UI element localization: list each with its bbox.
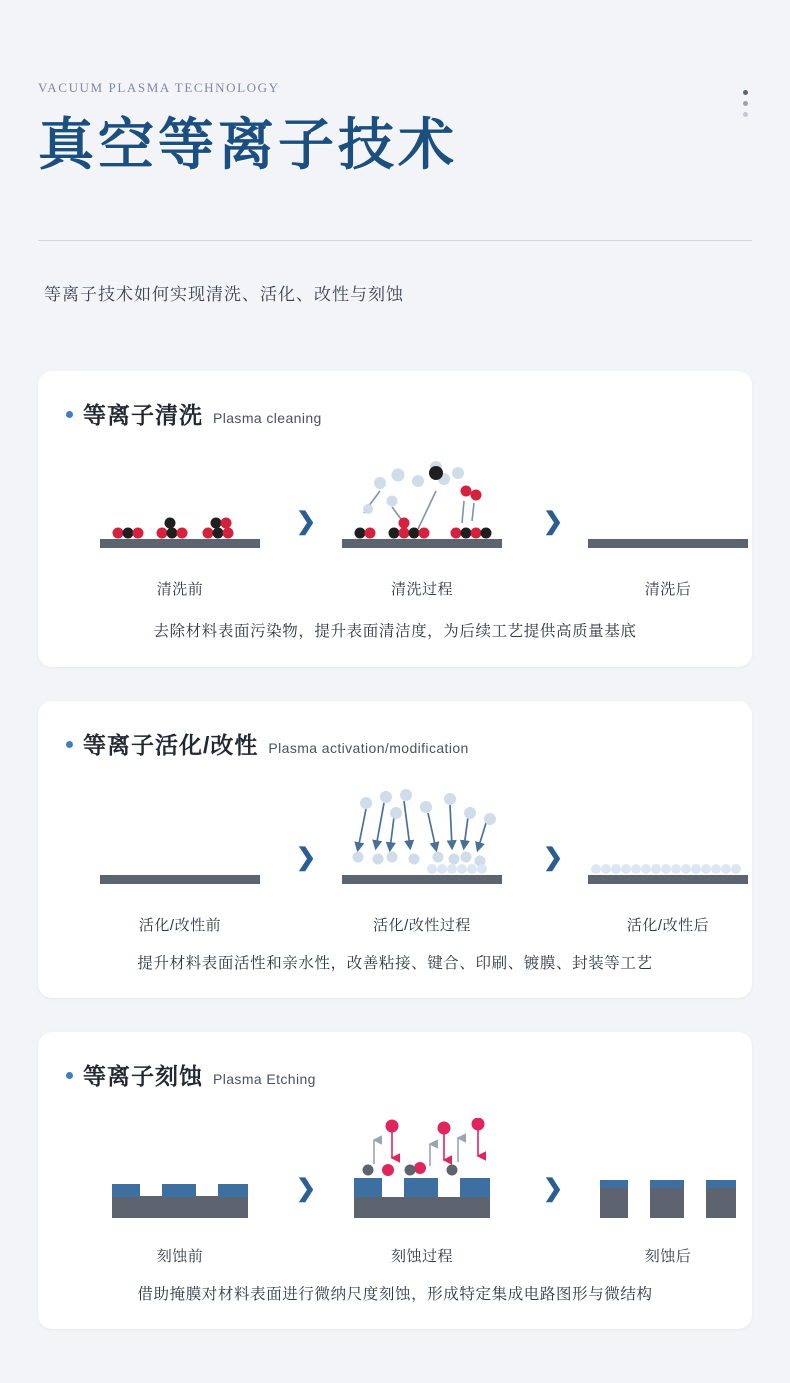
illustration-etching-process	[332, 1118, 512, 1236]
dot-icon	[743, 112, 748, 117]
card-title-en: Plasma Etching	[213, 1071, 316, 1087]
card-description: 提升材料表面活性和亲水性，改善粘接、键合、印刷、镀膜、封装等工艺	[137, 955, 653, 972]
card-title-cn: 等离子活化/改性	[83, 732, 259, 758]
chevron-icon: ❯	[543, 845, 564, 871]
card-description: 借助掩膜对材料表面进行微纳尺度刻蚀，形成特定集成电路图形与微结构	[137, 1286, 653, 1303]
card-plasma-activation	[38, 701, 752, 998]
card-header	[66, 397, 322, 430]
step-process	[332, 1116, 512, 1266]
decorative-dots	[743, 90, 748, 117]
card-title-cn: 等离子清洗	[83, 402, 203, 428]
card-plasma-cleaning	[38, 371, 752, 667]
card-title-en: Plasma activation/modification	[268, 740, 469, 756]
chevron-icon: ❯	[296, 845, 317, 871]
step-before	[90, 449, 270, 599]
step-before	[90, 785, 270, 935]
header-divider	[38, 240, 752, 241]
chevron-icon: ❯	[296, 509, 317, 535]
illustration-before-activation	[90, 787, 270, 905]
eyebrow-text: VACUUM PLASMA TECHNOLOGY	[38, 80, 280, 95]
bullet-icon	[66, 741, 73, 748]
step-caption: 活化/改性前	[138, 917, 222, 934]
step-after	[578, 1116, 758, 1266]
page-subtitle: 等离子技术如何实现清洗、活化、改性与刻蚀	[44, 285, 404, 304]
diagram-stage	[38, 449, 752, 599]
diagram-stage	[38, 785, 752, 935]
illustration-after-activation	[578, 787, 758, 905]
chevron-icon: ❯	[296, 1176, 317, 1202]
chevron-icon: ❯	[543, 509, 564, 535]
dot-icon	[743, 101, 748, 106]
card-title-cn: 等离子刻蚀	[83, 1063, 203, 1089]
card-description: 去除材料表面污染物，提升表面清洁度，为后续工艺提供高质量基底	[153, 623, 637, 640]
illustration-cleaning-process	[332, 451, 512, 569]
dot-icon	[743, 90, 748, 95]
illustration-after-cleaning	[578, 451, 758, 569]
diagram-stage	[38, 1116, 752, 1266]
card-header	[66, 1058, 316, 1091]
chevron-icon: ❯	[543, 1176, 564, 1202]
page-title: 真空等离子技术	[38, 115, 458, 177]
step-before	[90, 1116, 270, 1266]
step-caption: 活化/改性后	[626, 917, 710, 934]
illustration-before-cleaning	[90, 451, 270, 569]
step-caption: 活化/改性过程	[373, 917, 471, 934]
header	[38, 80, 752, 178]
step-after	[578, 449, 758, 599]
step-caption: 刻蚀后	[644, 1248, 692, 1265]
illustration-before-etching	[90, 1118, 270, 1236]
step-caption: 刻蚀过程	[390, 1248, 453, 1265]
bullet-icon	[66, 1072, 73, 1079]
bullet-icon	[66, 411, 73, 418]
step-process	[332, 785, 512, 935]
step-caption: 清洗后	[644, 581, 692, 598]
step-caption: 清洗过程	[390, 581, 453, 598]
card-header	[66, 727, 469, 760]
step-process	[332, 449, 512, 599]
step-after	[578, 785, 758, 935]
step-caption: 刻蚀前	[156, 1248, 204, 1265]
card-title-en: Plasma cleaning	[213, 410, 322, 426]
step-caption: 清洗前	[156, 581, 204, 598]
illustration-after-etching	[578, 1118, 758, 1236]
illustration-activation-process	[332, 787, 512, 905]
card-plasma-etching	[38, 1032, 752, 1329]
